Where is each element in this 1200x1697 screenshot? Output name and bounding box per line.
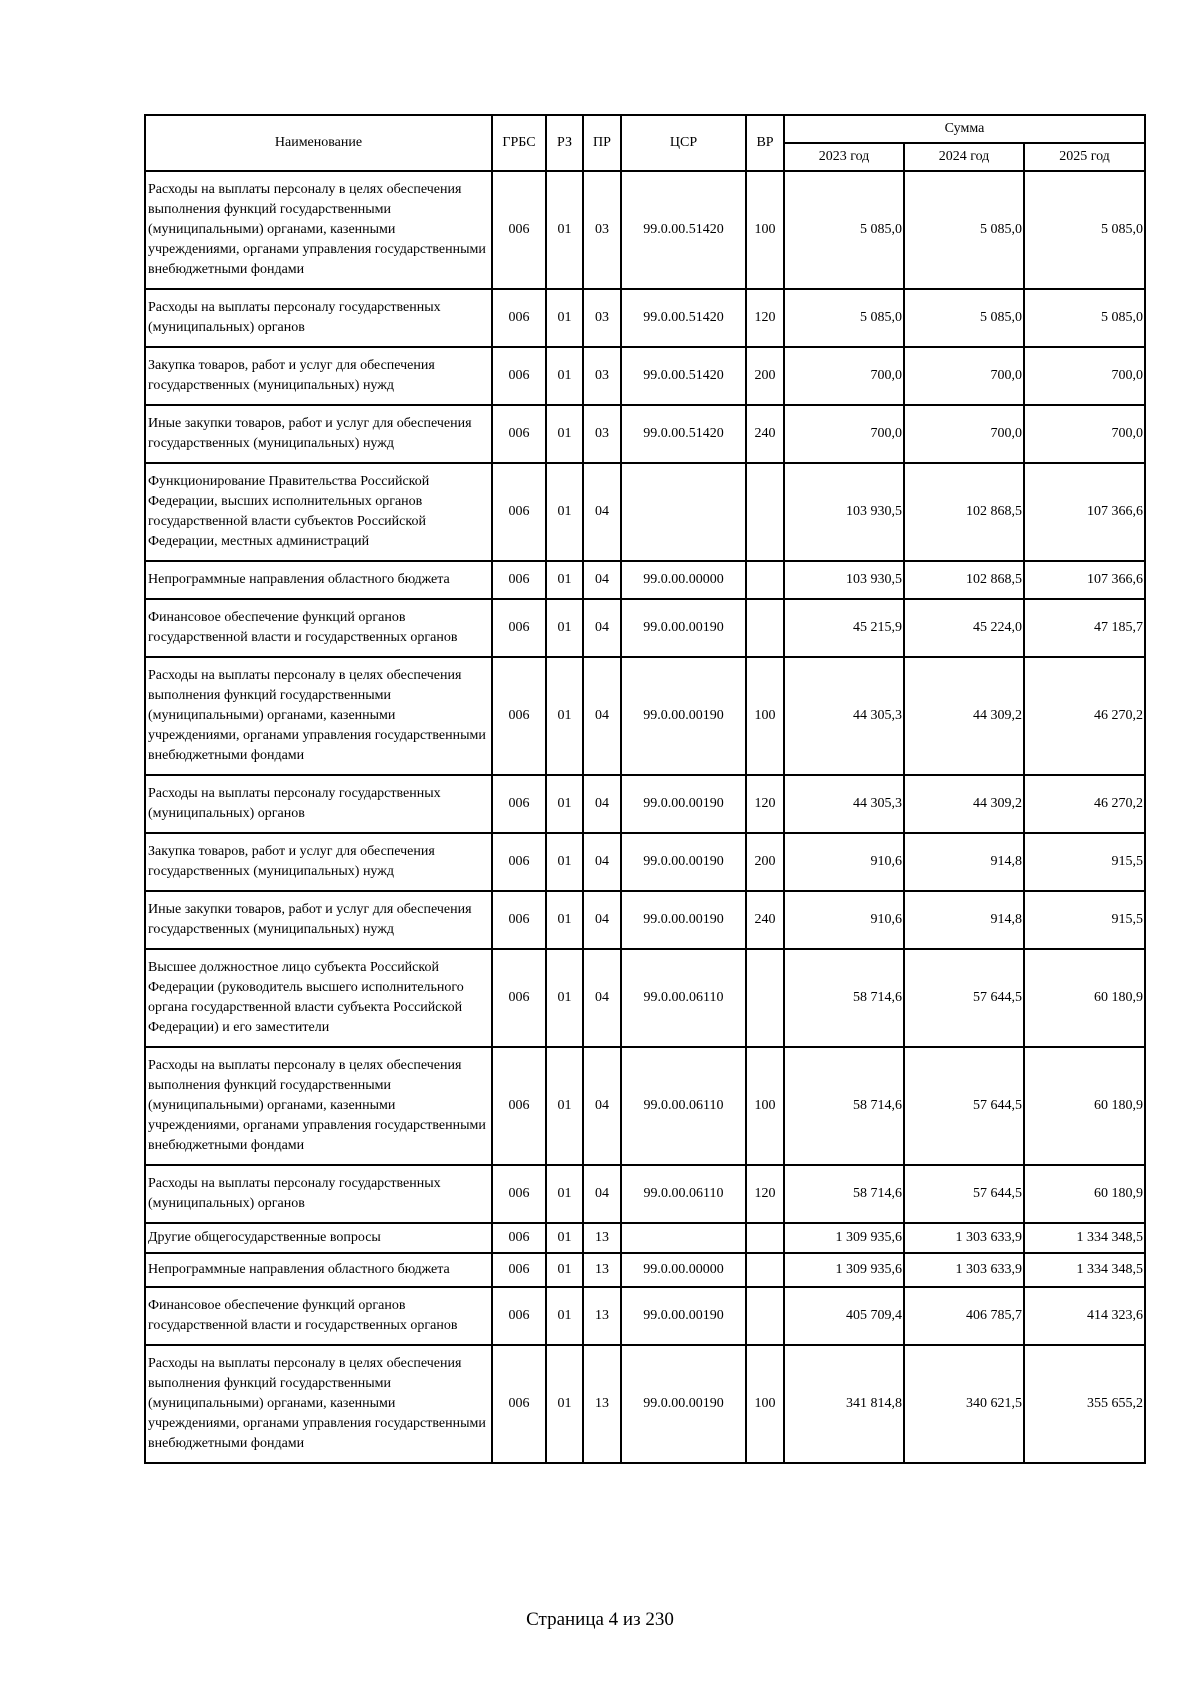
row-csr: 99.0.00.51420 (621, 405, 746, 463)
row-grbs: 006 (492, 171, 546, 289)
row-amount-2025: 46 270,2 (1024, 775, 1145, 833)
row-pr: 03 (583, 289, 621, 347)
row-grbs: 006 (492, 1253, 546, 1287)
row-amount-2024: 5 085,0 (904, 289, 1024, 347)
row-amount-2023: 44 305,3 (784, 657, 904, 775)
row-amount-2024: 44 309,2 (904, 657, 1024, 775)
header-year-2024: 2024 год (904, 143, 1024, 171)
row-amount-2023: 341 814,8 (784, 1345, 904, 1463)
row-csr: 99.0.00.00000 (621, 561, 746, 599)
row-vr: 120 (746, 1165, 784, 1223)
row-amount-2025: 60 180,9 (1024, 949, 1145, 1047)
table-row (145, 289, 1145, 347)
row-csr: 99.0.00.00000 (621, 1253, 746, 1287)
header-csr: ЦСР (621, 115, 746, 171)
row-rz: 01 (546, 171, 583, 289)
row-pr: 13 (583, 1223, 621, 1253)
row-amount-2025: 107 366,6 (1024, 463, 1145, 561)
row-grbs: 006 (492, 1345, 546, 1463)
table-row (145, 1287, 1145, 1345)
row-amount-2025: 1 334 348,5 (1024, 1253, 1145, 1287)
row-csr: 99.0.00.00190 (621, 1287, 746, 1345)
row-name: Расходы на выплаты персоналу в целях обеспечения выполнения функций государственными (муниципальными) органами, казенными учреждениями, органами управления государственными внебюджетными фондами (145, 1047, 492, 1165)
row-pr: 04 (583, 463, 621, 561)
row-csr: 99.0.00.00190 (621, 775, 746, 833)
table-row (145, 891, 1145, 949)
row-grbs: 006 (492, 561, 546, 599)
row-grbs: 006 (492, 405, 546, 463)
row-rz: 01 (546, 775, 583, 833)
table-row (145, 1047, 1145, 1165)
row-vr (746, 949, 784, 1047)
row-amount-2025: 47 185,7 (1024, 599, 1145, 657)
row-grbs: 006 (492, 1047, 546, 1165)
header-grbs: ГРБС (492, 115, 546, 171)
row-rz: 01 (546, 561, 583, 599)
row-rz: 01 (546, 949, 583, 1047)
row-amount-2024: 914,8 (904, 891, 1024, 949)
row-rz: 01 (546, 289, 583, 347)
row-pr: 13 (583, 1287, 621, 1345)
row-amount-2024: 57 644,5 (904, 949, 1024, 1047)
row-amount-2024: 406 785,7 (904, 1287, 1024, 1345)
row-name: Расходы на выплаты персоналу в целях обеспечения выполнения функций государственными (муниципальными) органами, казенными учреждениями, органами управления государственными внебюджетными фондами (145, 1345, 492, 1463)
row-name: Иные закупки товаров, работ и услуг для обеспечения государственных (муниципальных) нужд (145, 405, 492, 463)
row-amount-2025: 107 366,6 (1024, 561, 1145, 599)
table-row (145, 561, 1145, 599)
row-amount-2023: 405 709,4 (784, 1287, 904, 1345)
row-grbs: 006 (492, 463, 546, 561)
row-vr (746, 561, 784, 599)
row-amount-2025: 414 323,6 (1024, 1287, 1145, 1345)
row-grbs: 006 (492, 833, 546, 891)
row-vr: 100 (746, 657, 784, 775)
row-rz: 01 (546, 833, 583, 891)
budget-table (144, 114, 1146, 1464)
row-pr: 04 (583, 833, 621, 891)
row-vr: 100 (746, 1047, 784, 1165)
row-amount-2025: 915,5 (1024, 891, 1145, 949)
row-csr: 99.0.00.06110 (621, 949, 746, 1047)
row-pr: 03 (583, 347, 621, 405)
table-row (145, 171, 1145, 289)
row-amount-2023: 1 309 935,6 (784, 1253, 904, 1287)
row-amount-2023: 103 930,5 (784, 463, 904, 561)
row-amount-2023: 5 085,0 (784, 289, 904, 347)
header-pr: ПР (583, 115, 621, 171)
row-amount-2025: 700,0 (1024, 347, 1145, 405)
row-vr: 240 (746, 405, 784, 463)
row-pr: 04 (583, 1047, 621, 1165)
row-rz: 01 (546, 1345, 583, 1463)
row-grbs: 006 (492, 775, 546, 833)
row-amount-2023: 103 930,5 (784, 561, 904, 599)
row-amount-2023: 700,0 (784, 405, 904, 463)
row-vr: 120 (746, 775, 784, 833)
header-year-2025: 2025 год (1024, 143, 1145, 171)
table-row (145, 347, 1145, 405)
table-header (145, 115, 1145, 171)
header-vr: ВР (746, 115, 784, 171)
row-vr: 240 (746, 891, 784, 949)
row-amount-2024: 700,0 (904, 405, 1024, 463)
row-amount-2023: 58 714,6 (784, 949, 904, 1047)
table-row (145, 1165, 1145, 1223)
row-amount-2024: 102 868,5 (904, 561, 1024, 599)
row-name: Финансовое обеспечение функций органов государственной власти и государственных органов (145, 1287, 492, 1345)
row-name: Функционирование Правительства Российской Федерации, высших исполнительных органов государственной власти субъектов Российской Федерации, местных администраций (145, 463, 492, 561)
row-name: Расходы на выплаты персоналу государственных (муниципальных) органов (145, 289, 492, 347)
row-amount-2024: 340 621,5 (904, 1345, 1024, 1463)
row-csr (621, 463, 746, 561)
table-row (145, 775, 1145, 833)
row-rz: 01 (546, 463, 583, 561)
row-csr: 99.0.00.51420 (621, 171, 746, 289)
row-name: Расходы на выплаты персоналу государственных (муниципальных) органов (145, 1165, 492, 1223)
row-vr: 100 (746, 1345, 784, 1463)
row-grbs: 006 (492, 949, 546, 1047)
table-row (145, 949, 1145, 1047)
table-row (145, 463, 1145, 561)
row-vr: 120 (746, 289, 784, 347)
row-csr: 99.0.00.51420 (621, 289, 746, 347)
row-pr: 13 (583, 1345, 621, 1463)
row-amount-2023: 45 215,9 (784, 599, 904, 657)
row-vr (746, 1253, 784, 1287)
row-name: Закупка товаров, работ и услуг для обеспечения государственных (муниципальных) нужд (145, 347, 492, 405)
row-amount-2023: 44 305,3 (784, 775, 904, 833)
row-amount-2024: 57 644,5 (904, 1165, 1024, 1223)
row-grbs: 006 (492, 289, 546, 347)
row-csr: 99.0.00.51420 (621, 347, 746, 405)
row-amount-2023: 58 714,6 (784, 1047, 904, 1165)
row-amount-2024: 914,8 (904, 833, 1024, 891)
row-pr: 04 (583, 1165, 621, 1223)
row-name: Расходы на выплаты персоналу в целях обеспечения выполнения функций государственными (муниципальными) органами, казенными учреждениями, органами управления государственными внебюджетными фондами (145, 657, 492, 775)
row-amount-2024: 44 309,2 (904, 775, 1024, 833)
row-rz: 01 (546, 891, 583, 949)
row-vr: 100 (746, 171, 784, 289)
row-name: Высшее должностное лицо субъекта Российской Федерации (руководитель высшего исполнительного органа государственной власти субъекта Российской Федерации) и его заместители (145, 949, 492, 1047)
row-amount-2023: 910,6 (784, 891, 904, 949)
row-rz: 01 (546, 599, 583, 657)
row-amount-2025: 5 085,0 (1024, 171, 1145, 289)
row-amount-2024: 1 303 633,9 (904, 1253, 1024, 1287)
table-row (145, 1345, 1145, 1463)
row-csr: 99.0.00.00190 (621, 599, 746, 657)
row-name: Финансовое обеспечение функций органов государственной власти и государственных органов (145, 599, 492, 657)
row-rz: 01 (546, 347, 583, 405)
row-pr: 03 (583, 171, 621, 289)
table-row (145, 833, 1145, 891)
row-vr (746, 463, 784, 561)
row-amount-2025: 60 180,9 (1024, 1047, 1145, 1165)
row-amount-2025: 5 085,0 (1024, 289, 1145, 347)
row-amount-2025: 1 334 348,5 (1024, 1223, 1145, 1253)
row-amount-2024: 102 868,5 (904, 463, 1024, 561)
table-row (145, 1253, 1145, 1287)
row-amount-2024: 45 224,0 (904, 599, 1024, 657)
row-rz: 01 (546, 1253, 583, 1287)
row-grbs: 006 (492, 1165, 546, 1223)
row-rz: 01 (546, 405, 583, 463)
row-grbs: 006 (492, 599, 546, 657)
row-csr: 99.0.00.06110 (621, 1047, 746, 1165)
row-amount-2025: 915,5 (1024, 833, 1145, 891)
row-pr: 03 (583, 405, 621, 463)
row-pr: 04 (583, 657, 621, 775)
row-name: Иные закупки товаров, работ и услуг для обеспечения государственных (муниципальных) нужд (145, 891, 492, 949)
row-amount-2023: 58 714,6 (784, 1165, 904, 1223)
row-name: Расходы на выплаты персоналу государственных (муниципальных) органов (145, 775, 492, 833)
row-grbs: 006 (492, 891, 546, 949)
row-csr: 99.0.00.06110 (621, 1165, 746, 1223)
row-rz: 01 (546, 1165, 583, 1223)
row-vr (746, 599, 784, 657)
row-grbs: 006 (492, 347, 546, 405)
row-amount-2023: 1 309 935,6 (784, 1223, 904, 1253)
row-pr: 04 (583, 891, 621, 949)
row-pr: 04 (583, 775, 621, 833)
row-vr: 200 (746, 833, 784, 891)
row-amount-2025: 46 270,2 (1024, 657, 1145, 775)
row-amount-2023: 910,6 (784, 833, 904, 891)
row-vr (746, 1223, 784, 1253)
row-rz: 01 (546, 657, 583, 775)
row-grbs: 006 (492, 657, 546, 775)
row-amount-2023: 5 085,0 (784, 171, 904, 289)
row-vr: 200 (746, 347, 784, 405)
row-amount-2024: 700,0 (904, 347, 1024, 405)
row-name: Другие общегосударственные вопросы (145, 1223, 492, 1253)
table-row (145, 657, 1145, 775)
row-rz: 01 (546, 1287, 583, 1345)
row-csr: 99.0.00.00190 (621, 833, 746, 891)
row-name: Закупка товаров, работ и услуг для обеспечения государственных (муниципальных) нужд (145, 833, 492, 891)
table-body (145, 171, 1145, 1463)
row-grbs: 006 (492, 1287, 546, 1345)
table-row (145, 405, 1145, 463)
row-csr: 99.0.00.00190 (621, 657, 746, 775)
table-row (145, 1223, 1145, 1253)
header-name: Наименование (145, 115, 492, 171)
header-rz: РЗ (546, 115, 583, 171)
row-amount-2024: 1 303 633,9 (904, 1223, 1024, 1253)
header-year-2023: 2023 год (784, 143, 904, 171)
row-amount-2025: 700,0 (1024, 405, 1145, 463)
row-vr (746, 1287, 784, 1345)
row-name: Непрограммные направления областного бюджета (145, 1253, 492, 1287)
row-amount-2025: 355 655,2 (1024, 1345, 1145, 1463)
row-name: Непрограммные направления областного бюджета (145, 561, 492, 599)
row-pr: 04 (583, 599, 621, 657)
row-pr: 04 (583, 949, 621, 1047)
row-amount-2024: 57 644,5 (904, 1047, 1024, 1165)
row-pr: 13 (583, 1253, 621, 1287)
row-pr: 04 (583, 561, 621, 599)
row-amount-2025: 60 180,9 (1024, 1165, 1145, 1223)
header-sum: Сумма (784, 115, 1145, 143)
row-csr: 99.0.00.00190 (621, 891, 746, 949)
row-amount-2023: 700,0 (784, 347, 904, 405)
table-row (145, 599, 1145, 657)
row-amount-2024: 5 085,0 (904, 171, 1024, 289)
row-csr (621, 1223, 746, 1253)
row-csr: 99.0.00.00190 (621, 1345, 746, 1463)
row-name: Расходы на выплаты персоналу в целях обеспечения выполнения функций государственными (муниципальными) органами, казенными учреждениями, органами управления государственными внебюджетными фондами (145, 171, 492, 289)
row-rz: 01 (546, 1223, 583, 1253)
row-grbs: 006 (492, 1223, 546, 1253)
page-number: Страница 4 из 230 (526, 1609, 674, 1630)
row-rz: 01 (546, 1047, 583, 1165)
